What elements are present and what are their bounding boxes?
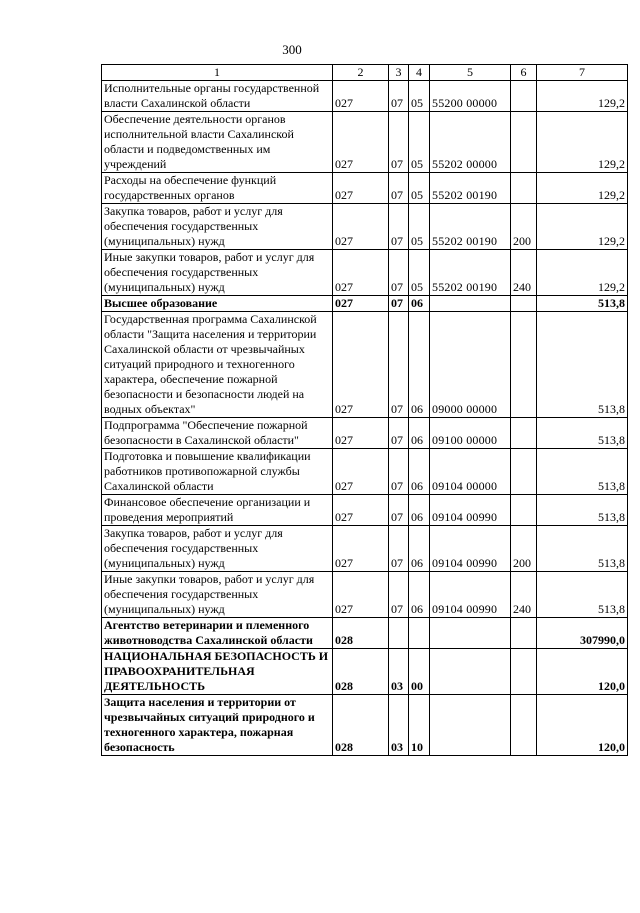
table-row — [102, 250, 628, 296]
section-code-cell: 07 — [389, 250, 409, 296]
section-code-cell: 07 — [389, 173, 409, 204]
expense-type-cell — [511, 312, 537, 418]
section-code-cell: 07 — [389, 312, 409, 418]
target-item-cell: 55202 00190 — [430, 204, 511, 250]
column-header-6: 6 — [511, 65, 537, 81]
table-row — [102, 526, 628, 572]
ved-code-cell: 027 — [333, 312, 389, 418]
column-header-2: 2 — [333, 65, 389, 81]
amount-cell: 513,8 — [537, 572, 628, 618]
subsection-code-cell: 05 — [409, 112, 430, 173]
target-item-cell — [430, 695, 511, 756]
ved-code-cell: 028 — [333, 695, 389, 756]
subsection-code-cell: 06 — [409, 312, 430, 418]
row-name-cell: Агентство ветеринарии и племенного животноводства Сахалинской области — [102, 618, 333, 649]
target-item-cell: 55200 00000 — [430, 81, 511, 112]
table-row — [102, 312, 628, 418]
target-item-cell: 09000 00000 — [430, 312, 511, 418]
table-header-row — [102, 65, 628, 81]
ved-code-cell: 028 — [333, 618, 389, 649]
amount-cell: 129,2 — [537, 250, 628, 296]
target-item-cell: 09104 00000 — [430, 449, 511, 495]
ved-code-cell: 027 — [333, 418, 389, 449]
subsection-code-cell: 10 — [409, 695, 430, 756]
target-item-cell: 55202 00190 — [430, 173, 511, 204]
section-code-cell: 07 — [389, 296, 409, 312]
subsection-code-cell: 06 — [409, 449, 430, 495]
row-name-cell: Подпрограмма "Обеспечение пожарной безопасности в Сахалинской области" — [102, 418, 333, 449]
section-code-cell: 07 — [389, 81, 409, 112]
subsection-code-cell: 00 — [409, 649, 430, 695]
row-name-cell: Расходы на обеспечение функций государственных органов — [102, 173, 333, 204]
column-header-7: 7 — [537, 65, 628, 81]
ved-code-cell: 027 — [333, 296, 389, 312]
amount-cell: 513,8 — [537, 526, 628, 572]
section-code-cell: 07 — [389, 204, 409, 250]
expense-type-cell — [511, 173, 537, 204]
table-row — [102, 572, 628, 618]
expense-type-cell — [511, 418, 537, 449]
subsection-code-cell: 06 — [409, 296, 430, 312]
ved-code-cell: 027 — [333, 112, 389, 173]
row-name-cell: Исполнительные органы государственной власти Сахалинской области — [102, 81, 333, 112]
table-row — [102, 449, 628, 495]
amount-cell: 513,8 — [537, 296, 628, 312]
subsection-code-cell: 05 — [409, 204, 430, 250]
row-name-cell: Обеспечение деятельности органов исполнительной власти Сахалинской области и подведомственных им учреждений — [102, 112, 333, 173]
row-name-cell: Иные закупки товаров, работ и услуг для обеспечения государственных (муниципальных) нужд — [102, 250, 333, 296]
subsection-code-cell: 05 — [409, 250, 430, 296]
subsection-code-cell: 06 — [409, 418, 430, 449]
table-row — [102, 495, 628, 526]
amount-cell: 129,2 — [537, 204, 628, 250]
expense-type-cell: 200 — [511, 204, 537, 250]
subsection-code-cell: 05 — [409, 173, 430, 204]
row-name-cell: Защита населения и территории от чрезвычайных ситуаций природного и техногенного характера, пожарная безопасность — [102, 695, 333, 756]
amount-cell: 513,8 — [537, 418, 628, 449]
target-item-cell: 09104 00990 — [430, 572, 511, 618]
ved-code-cell: 027 — [333, 526, 389, 572]
page-number: 300 — [282, 42, 302, 57]
section-code-cell — [389, 618, 409, 649]
ved-code-cell: 027 — [333, 81, 389, 112]
ved-code-cell: 027 — [333, 572, 389, 618]
budget-table — [101, 64, 628, 756]
row-name-cell: Подготовка и повышение квалификации работников противопожарной службы Сахалинской области — [102, 449, 333, 495]
column-header-4: 4 — [409, 65, 430, 81]
section-code-cell: 07 — [389, 495, 409, 526]
row-name-cell: Закупка товаров, работ и услуг для обеспечения государственных (муниципальных) нужд — [102, 204, 333, 250]
target-item-cell — [430, 618, 511, 649]
amount-cell: 307990,0 — [537, 618, 628, 649]
target-item-cell: 09104 00990 — [430, 526, 511, 572]
target-item-cell: 09100 00000 — [430, 418, 511, 449]
amount-cell: 513,8 — [537, 312, 628, 418]
section-code-cell: 07 — [389, 526, 409, 572]
target-item-cell: 55202 00000 — [430, 112, 511, 173]
table-row — [102, 173, 628, 204]
expense-type-cell — [511, 81, 537, 112]
expense-type-cell: 200 — [511, 526, 537, 572]
expense-type-cell: 240 — [511, 250, 537, 296]
amount-cell: 129,2 — [537, 112, 628, 173]
row-name-cell: Закупка товаров, работ и услуг для обеспечения государственных (муниципальных) нужд — [102, 526, 333, 572]
row-name-cell: НАЦИОНАЛЬНАЯ БЕЗОПАСНОСТЬ И ПРАВООХРАНИТЕЛЬНАЯ ДЕЯТЕЛЬНОСТЬ — [102, 649, 333, 695]
section-code-cell: 03 — [389, 695, 409, 756]
target-item-cell: 55202 00190 — [430, 250, 511, 296]
section-code-cell: 07 — [389, 449, 409, 495]
ved-code-cell: 027 — [333, 495, 389, 526]
row-name-cell: Государственная программа Сахалинской области "Защита населения и территории Сахалинской области от чрезвычайных ситуаций природного и техногенного характера, обеспечение пожарной безопасности и безопасности людей на водных объектах" — [102, 312, 333, 418]
expense-type-cell — [511, 495, 537, 526]
ved-code-cell: 027 — [333, 204, 389, 250]
row-name-cell: Финансовое обеспечение организации и проведения мероприятий — [102, 495, 333, 526]
subsection-code-cell: 06 — [409, 526, 430, 572]
expense-type-cell — [511, 296, 537, 312]
column-header-5: 5 — [430, 65, 511, 81]
amount-cell: 120,0 — [537, 695, 628, 756]
table-row — [102, 618, 628, 649]
ved-code-cell: 027 — [333, 449, 389, 495]
amount-cell: 513,8 — [537, 449, 628, 495]
subsection-code-cell: 06 — [409, 495, 430, 526]
section-code-cell: 07 — [389, 418, 409, 449]
amount-cell: 129,2 — [537, 81, 628, 112]
row-name-cell: Иные закупки товаров, работ и услуг для обеспечения государственных (муниципальных) нужд — [102, 572, 333, 618]
table-row — [102, 695, 628, 756]
table-row — [102, 649, 628, 695]
ved-code-cell: 027 — [333, 173, 389, 204]
expense-type-cell — [511, 618, 537, 649]
subsection-code-cell: 06 — [409, 572, 430, 618]
subsection-code-cell — [409, 618, 430, 649]
expense-type-cell — [511, 695, 537, 756]
section-code-cell: 03 — [389, 649, 409, 695]
table-row — [102, 296, 628, 312]
expense-type-cell — [511, 649, 537, 695]
row-name-cell: Высшее образование — [102, 296, 333, 312]
expense-type-cell: 240 — [511, 572, 537, 618]
target-item-cell: 09104 00990 — [430, 495, 511, 526]
subsection-code-cell: 05 — [409, 81, 430, 112]
table-row — [102, 418, 628, 449]
section-code-cell: 07 — [389, 572, 409, 618]
target-item-cell — [430, 649, 511, 695]
expense-type-cell — [511, 449, 537, 495]
ved-code-cell: 028 — [333, 649, 389, 695]
table-row — [102, 204, 628, 250]
column-header-1: 1 — [102, 65, 333, 81]
section-code-cell: 07 — [389, 112, 409, 173]
expense-type-cell — [511, 112, 537, 173]
amount-cell: 513,8 — [537, 495, 628, 526]
column-header-3: 3 — [389, 65, 409, 81]
amount-cell: 129,2 — [537, 173, 628, 204]
target-item-cell — [430, 296, 511, 312]
table-row — [102, 81, 628, 112]
table-row — [102, 112, 628, 173]
amount-cell: 120,0 — [537, 649, 628, 695]
ved-code-cell: 027 — [333, 250, 389, 296]
